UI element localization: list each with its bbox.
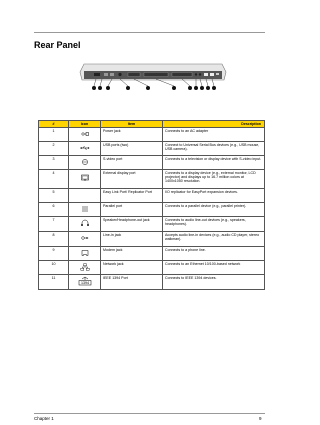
row-num: 10 (39, 261, 69, 275)
row-description: Connects to IEEE 1394 devices. (163, 275, 265, 290)
row-num: 4 (39, 170, 69, 189)
row-item: Speaker/Headphone-out jack (101, 217, 163, 232)
parallel-port-icon (80, 205, 90, 213)
row-num: 5 (39, 189, 69, 203)
row-item: External display port (101, 170, 163, 189)
row-num: 2 (39, 142, 69, 156)
headphone-icon (80, 219, 90, 227)
network-jack-icon (80, 263, 90, 271)
table-header-row (39, 121, 265, 128)
table-row (39, 170, 265, 189)
header-description: Description (163, 121, 265, 128)
table-row (39, 189, 265, 203)
row-item: Modem jack (101, 247, 163, 261)
row-num: 9 (39, 247, 69, 261)
row-item: S-video port (101, 156, 163, 170)
row-description: Connects to an AC adapter (163, 128, 265, 142)
table-row (39, 128, 265, 142)
row-description: Connects to an Ethernet 10/100-based network (163, 261, 265, 275)
row-num: 6 (39, 203, 69, 217)
row-item: Parallel port (101, 203, 163, 217)
usb-icon (80, 144, 90, 152)
ieee1394-icon-label: 1394 (80, 281, 89, 286)
header-item: Item (101, 121, 163, 128)
table-row (39, 247, 265, 261)
table-row (39, 142, 265, 156)
row-num: 7 (39, 217, 69, 232)
row-num: 11 (39, 275, 69, 290)
row-item: Line-in jack (101, 232, 163, 247)
modem-jack-icon (80, 249, 90, 257)
table-row (39, 232, 265, 247)
footer-rule (34, 413, 265, 414)
page-title: Rear Panel (34, 40, 81, 50)
power-jack-icon (80, 130, 90, 138)
row-description: Connects to audio line-out devices (e.g., speakers, headphones). (163, 217, 265, 232)
row-description: Connects to a parallel device (e.g., parallel printer). (163, 203, 265, 217)
row-num: 8 (39, 232, 69, 247)
display-port-icon (80, 174, 90, 182)
row-num: 1 (39, 128, 69, 142)
row-item: Easy Link Port/ Replicator Port (101, 189, 163, 203)
table-row (39, 275, 265, 290)
row-description: Connect to Universal Serial Bus devices (e.g., USB mouse, USB camera). (163, 142, 265, 156)
row-item: Network jack (101, 261, 163, 275)
footer-page-number: 9 (259, 416, 262, 421)
s-video-icon (80, 158, 90, 166)
row-description: Connects to a phone line. (163, 247, 265, 261)
row-description: Connects to a television or display device with S-video input. (163, 156, 265, 170)
footer-chapter: Chapter 1 (34, 416, 54, 421)
rear-panel-illustration (78, 60, 228, 94)
header-num: # (39, 121, 69, 128)
rear-panel-table (38, 120, 265, 290)
table-row (39, 203, 265, 217)
row-description: I/O replicator for EasyPort expansion devices. (163, 189, 265, 203)
row-item: Power jack (101, 128, 163, 142)
row-description: Connects to a display device (e.g., external monitor, LCD projector) and displays up to 16.7 million colors at 1400x1050 resolution. (163, 170, 265, 189)
row-description: Accepts audio line-in devices (e.g., audio CD player, stereo walkman). (163, 232, 265, 247)
row-num: 3 (39, 156, 69, 170)
top-rule (34, 32, 265, 33)
line-in-icon (80, 234, 90, 242)
table-row (39, 261, 265, 275)
table-row (39, 217, 265, 232)
header-icon: Icon (69, 121, 101, 128)
table-row (39, 156, 265, 170)
ieee1394-icon (77, 276, 93, 286)
row-item: USB ports (two) (101, 142, 163, 156)
row-item: IEEE 1394 Port (101, 275, 163, 290)
